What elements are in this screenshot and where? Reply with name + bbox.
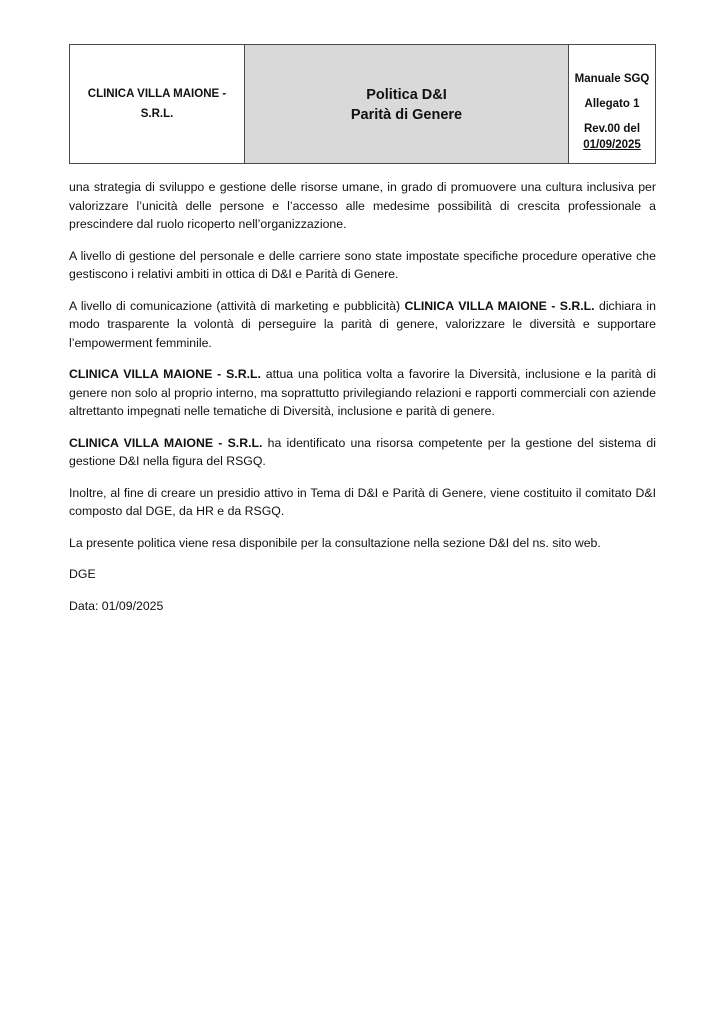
paragraph-3 bbox=[69, 297, 656, 353]
paragraph-4-text: attua una politica volta a favorire la Diversità, inclusione e la parità di genere non solo al proprio interno, ma soprattutto privilegiando relazioni e rapporti commerciali con aziende altrettanto impegnati nelle tematiche di Diversità, inclusione e parità di genere. bbox=[69, 367, 656, 418]
paragraph-7: La presente politica viene resa disponibile per la consultazione nella sezione D&I del ns. sito web. bbox=[69, 535, 601, 550]
manual-label: Manuale SGQ bbox=[574, 73, 650, 85]
revision-label: Rev.00 del bbox=[583, 123, 641, 135]
paragraph-1: una strategia di sviluppo e gestione delle risorse umane, in grado di promuovere una cultura inclusiva per valorizzare l’unicità delle persone e l’accesso alle medesime possibilità di crescita professionale a prescindere dal ruolo ricoperto nell’organizzazione. bbox=[69, 180, 656, 231]
revision-cell bbox=[569, 45, 655, 163]
paragraph-4 bbox=[69, 365, 656, 421]
signature: DGE bbox=[69, 567, 96, 581]
company-name-line2: S.R.L. bbox=[140, 108, 174, 120]
attachment-label: Allegato 1 bbox=[584, 98, 640, 110]
document-date: Data: 01/09/2025 bbox=[69, 598, 164, 613]
paragraph-2: A livello di gestione del personale e delle carriere sono state impostate specifiche procedure operative che gestiscono i relativi ambiti in ottica di D&I e Parità di Genere. bbox=[69, 248, 656, 281]
paragraph-5-text: ha identificato una risorsa competente per la gestione del sistema di gestione D&I nella figura del RSGQ. bbox=[69, 435, 656, 468]
revision-date: 01/09/2025 bbox=[583, 139, 641, 151]
title-cell bbox=[245, 45, 569, 163]
paragraph-3-text-a: A livello di comunicazione (attività di marketing e pubblicità) bbox=[69, 298, 405, 313]
company-cell bbox=[70, 45, 245, 163]
document-body bbox=[69, 178, 656, 628]
revision-info bbox=[583, 121, 641, 153]
paragraph-6: Inoltre, al fine di creare un presidio attivo in Tema di D&I e Parità di Genere, viene costituito il comitato D&I composto dal DGE, da HR e da RSGQ. bbox=[69, 485, 656, 518]
company-name-bold: CLINICA VILLA MAIONE - S.R.L. bbox=[404, 298, 595, 313]
title-line1: Politica D&I bbox=[366, 87, 447, 103]
document-header bbox=[69, 44, 656, 164]
company-name-line1: CLINICA VILLA MAIONE - bbox=[87, 88, 227, 100]
paragraph-5 bbox=[69, 434, 656, 471]
paragraph-3-text-b: dichiara in modo trasparente la volontà di perseguire la parità di genere, valorizzare le diversità e supportare l’empowerment femminile. bbox=[69, 298, 656, 350]
company-name-bold: CLINICA VILLA MAIONE - S.R.L. bbox=[69, 435, 263, 450]
company-name-bold: CLINICA VILLA MAIONE - S.R.L. bbox=[69, 367, 261, 381]
title-line2: Parità di Genere bbox=[350, 107, 463, 123]
